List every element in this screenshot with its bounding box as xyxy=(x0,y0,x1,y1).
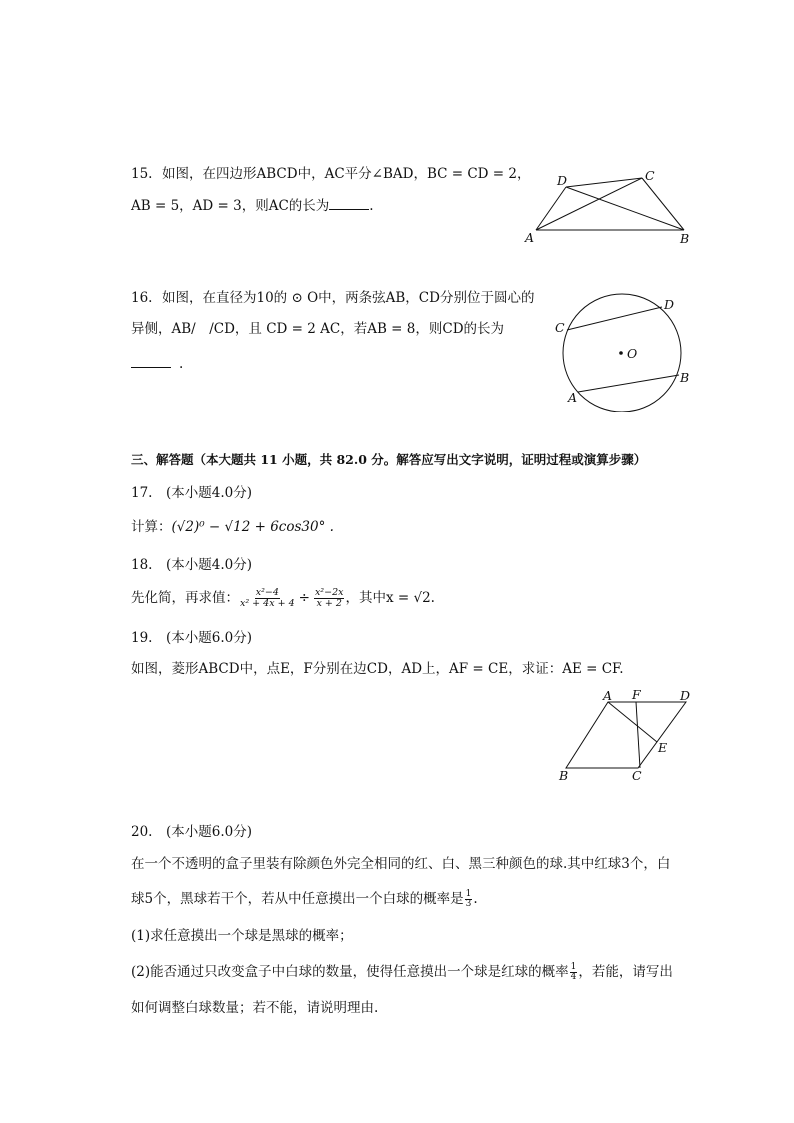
q15-line2 xyxy=(131,199,374,214)
label-E: E xyxy=(658,740,668,755)
q20-p1-numerator: 1 xyxy=(465,889,472,899)
label-D: D xyxy=(557,173,568,188)
q18-frac2-numerator: x²−2x xyxy=(314,587,344,598)
label-B: B xyxy=(680,370,690,385)
q18-fraction-1 xyxy=(240,588,295,610)
label-C: C xyxy=(645,168,655,183)
rhombus-ABCD xyxy=(566,702,686,768)
segment-AD xyxy=(536,187,566,230)
label-O: O xyxy=(627,346,638,361)
q20-probability-white xyxy=(465,890,473,910)
label-A: A xyxy=(568,390,578,405)
q19-figure xyxy=(552,684,702,784)
q20-p1-denominator: 3 xyxy=(465,899,472,910)
q16-line3-end: . xyxy=(179,356,184,372)
q20-part1: (1)求任意摸出一个球是黑球的概率； xyxy=(131,928,353,944)
q18-body xyxy=(131,588,435,610)
q17-header: 17. (本小题4.0分) xyxy=(131,485,252,501)
q19-text: 如图，菱形ABCD中，点E，F分别在边CD，AD上，AF = CE，求证：AE = CF. xyxy=(131,661,624,677)
label-C: C xyxy=(555,320,565,335)
label-D: D xyxy=(664,297,675,312)
q16-line1: 如图，在直径为10的 ⊙ O中，两条弦AB，CD分别位于圆心的 xyxy=(162,290,535,306)
section3-heading: 三、解答题（本大题共 11 小题，共 82.0 分。解答应写出文字说明，证明过程或演算步骤） xyxy=(131,452,647,467)
q20-line2 xyxy=(131,890,478,910)
q18-frac2-denominator: x + 2 xyxy=(316,598,342,610)
q15-line2-end: . xyxy=(369,198,374,214)
label-C: C xyxy=(632,768,642,783)
q19-header: 19. (本小题6.0分) xyxy=(131,630,252,646)
q18-tail: ，其中x = √2. xyxy=(345,590,435,607)
q15-answer-blank[interactable] xyxy=(329,199,369,210)
q20-line1: 在一个不透明的盒子里装有除颜色外完全相同的红、白、黑三种颜色的球.其中红球3个，白 xyxy=(131,856,671,872)
q15-figure xyxy=(520,162,700,250)
label-F: F xyxy=(632,687,641,702)
q18-frac1-numerator: x²−4 xyxy=(255,587,279,598)
q18-fraction-2 xyxy=(314,588,345,610)
q20-line2-end: . xyxy=(473,891,478,908)
label-B: B xyxy=(559,768,569,783)
q16-line2: 异侧，AB/ /CD，且 CD = 2 AC，若AB = 8，则CD的长为 xyxy=(131,321,505,337)
q20-part2 xyxy=(131,963,673,983)
q16-figure xyxy=(548,290,708,412)
q20-part2-text: (2)能否通过只改变盒子中白球的数量，使得任意摸出一个球是红球的概率 xyxy=(131,964,569,981)
q20-p2-denominator: 4 xyxy=(570,972,577,983)
q18-frac1-denominator: x² + 4x + 4 xyxy=(240,598,295,610)
diagonal-AC xyxy=(536,178,642,230)
segment-DC xyxy=(566,178,642,187)
label-D: D xyxy=(680,688,691,703)
label-A: A xyxy=(603,688,613,703)
q15-number: 15. xyxy=(131,166,153,182)
q20-line2-text: 球5个，黑球若干个，若从中任意摸出一个白球的概率是 xyxy=(131,891,464,908)
q20-probability-red xyxy=(570,963,578,983)
q18-header: 18. (本小题4.0分) xyxy=(131,557,252,573)
q15-line2-text: AB = 5，AD = 3，则AC的长为 xyxy=(131,198,330,214)
q16-line3 xyxy=(131,357,183,372)
q20-header: 20. (本小题6.0分) xyxy=(131,824,252,840)
segment-AE xyxy=(608,702,657,742)
label-B: B xyxy=(680,231,690,246)
q20-p2-numerator: 1 xyxy=(570,962,577,972)
q18-divide-sign: ÷ xyxy=(298,590,310,607)
q17-label: 计算： xyxy=(131,519,172,535)
q20-part2-line2: 如何调整白球数量；若不能，请说明理由. xyxy=(131,1000,379,1016)
segment-FC xyxy=(636,702,640,768)
q15-line1: 如图，在四边形ABCD中，AC平分∠BAD，BC = CD = 2， xyxy=(162,166,531,182)
q16-answer-blank[interactable] xyxy=(131,357,171,368)
q17-body xyxy=(131,521,334,535)
q18-label: 先化简，再求值： xyxy=(131,590,239,607)
center-point xyxy=(619,351,623,355)
q16-number: 16. xyxy=(131,290,153,306)
q20-part2-tail: ，若能，请写出 xyxy=(578,964,673,981)
label-A: A xyxy=(525,230,535,245)
q17-expression: (√2)⁰ − √12 + 6cos30° . xyxy=(171,519,334,535)
chord-AB xyxy=(578,375,679,392)
